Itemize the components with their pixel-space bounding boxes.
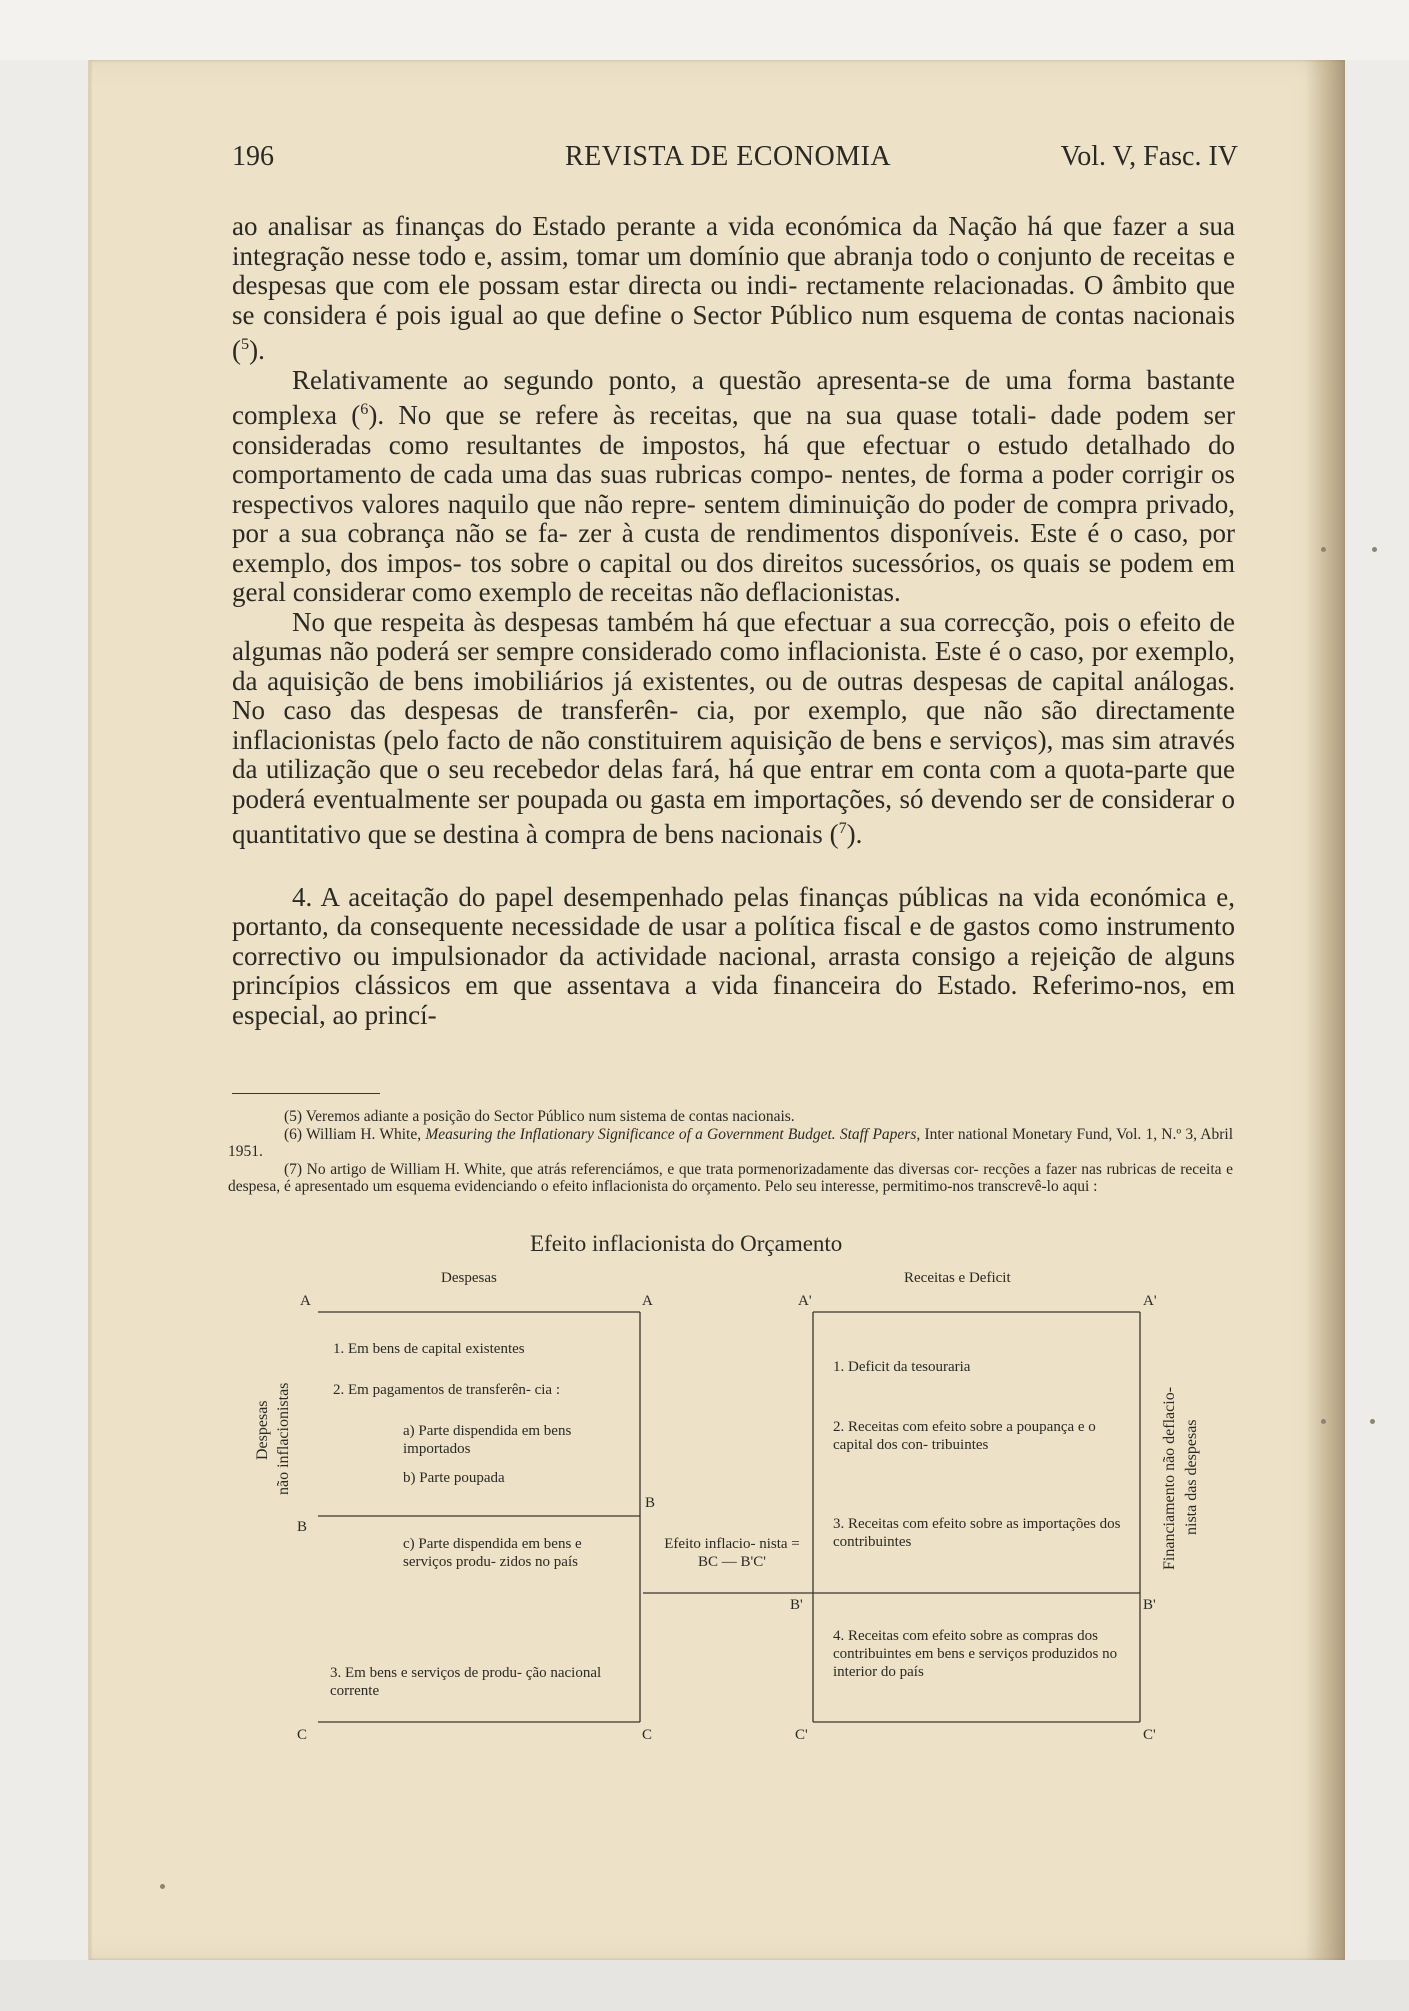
section-4-paragraph: 4. A aceitação do papel desempenhado pelas finanças públicas na vida económica e, portanto, da consequente necessidade de usar a política fiscal e de gastos como instrumento correctivo ou impulsionador da actividade nacional, arrasta consigo a rejeição de alguns princípios clássicos em que assentava a vida financeira do Estado. Referimo-nos, em especial, ao princí- (232, 881, 1235, 1030)
right-vertical-label-2: nista das despesas (1183, 1419, 1200, 1535)
marker-C-mid: C (642, 1727, 653, 1743)
marker-Cprime-right: C' (1143, 1727, 1156, 1743)
page-number: 196 (232, 141, 274, 172)
right-item-3: 3. Receitas com efeito sobre as importações dos contribuintes (833, 1516, 1121, 1550)
paragraph-3: No que respeita às despesas também há que efectuar a sua correcção, pois o efeito de algumas não poderá ser sempre considerado como inflacionista. Este é o caso, por exemplo, da aquisição de bens imobiliários já existentes, ou de outras despesas de capital análogas. No caso das despesas de transferên- cia, por exemplo, que não são directamente inflacionistas (pelo facto de não constituirem aquisição de bens e serviços), mas sim através da utilização que o seu recebedor delas fará, há que entrar em conta com a quota-parte que poderá eventualmente ser poupada ou gasta em importações, só devendo ser de considerar o quantitativo que se destina à compra de bens nacionais ($^7$). (232, 606, 1235, 849)
footnote-rule (232, 1093, 380, 1094)
scan-speck (1321, 547, 1326, 552)
footnote-ref-6: 6 (360, 400, 369, 418)
body-text (232, 212, 1235, 1030)
header-despesas: Despesas (441, 1270, 497, 1286)
footnotes (228, 1108, 1233, 1196)
marker-A-left: A (300, 1293, 311, 1309)
marker-Aprime-mid: A' (798, 1293, 812, 1309)
scan-speck (1370, 1419, 1375, 1424)
journal-title: REVISTA DE ECONOMIA (565, 141, 892, 172)
left-item-2a: a) Parte dispendida em bens importados (403, 1423, 572, 1457)
inflationary-effect-box: Efeito inflacio- nista = BC — B'C' (664, 1536, 800, 1570)
scan-speck (1372, 547, 1377, 552)
left-item-2c: c) Parte dispendida em bens e serviços produ- zidos no país (403, 1536, 582, 1570)
marker-Aprime-right: A' (1143, 1293, 1157, 1309)
marker-Bprime-mid: B' (790, 1597, 803, 1613)
marker-Bprime-right: B' (1143, 1597, 1156, 1613)
footnote-5: (5) Veremos adiante a posição do Sector Público num sistema de contas nacionais. (284, 1108, 795, 1125)
left-vertical-label-2: não inflacionistas (275, 1382, 292, 1495)
left-vertical-label-1: Despesas (254, 1400, 271, 1460)
right-item-2: 2. Receitas com efeito sobre a poupança e o capital dos con- tribuintes (833, 1419, 1096, 1453)
header-receitas: Receitas e Deficit (904, 1270, 1011, 1286)
right-item-4: 4. Receitas com efeito sobre as compras dos contribuintes em bens e serviços produzidos no interior do país (833, 1628, 1118, 1680)
diagram-title: Efeito inflacionista do Orçamento (530, 1231, 843, 1256)
paragraph-1: ao analisar as finanças do Estado perante a vida económica da Nação há que fazer a sua integração nesse todo e, assim, tomar um domínio que abranja todo o conjunto de receitas e despesas que com ele possam estar directa ou indi- rectamente relacionadas. O âmbito que se considera é pois igual ao que define o Sector Público num esquema de contas nacionais ($^5$). (232, 211, 1235, 365)
volume-info: Vol. V, Fasc. IV (1060, 141, 1238, 172)
marker-B-left: B (297, 1519, 308, 1535)
marker-Cprime-mid: C' (795, 1727, 808, 1743)
left-item-2: 2. Em pagamentos de transferên- cia : (333, 1382, 560, 1398)
left-item-1: 1. Em bens de capital existentes (333, 1341, 525, 1357)
right-item-1: 1. Deficit da tesouraria (833, 1359, 971, 1375)
marker-C-left: C (297, 1727, 308, 1743)
scan-speck (160, 1884, 165, 1889)
marker-A-mid: A (642, 1293, 653, 1309)
footnote-7: (7) No artigo de William H. White, que atrás referenciámos, e que trata pormenorizadamente das diversas cor- recções a fazer nas rubricas de receita e despesa, é apresentado um esquema evidenciando o efeito inflacionista do orçamento. Pelo seu interesse, permitimo-nos transcrevê-lo aqui : (228, 1160, 1233, 1195)
footnote-ref-7: 7 (838, 819, 847, 837)
footnote-ref-5: 5 (241, 335, 250, 353)
left-item-3: 3. Em bens e serviços de produ- ção nacional corrente (330, 1665, 602, 1699)
scan-background-top (0, 0, 1409, 60)
footnote-6: (6) William H. White, Measuring the Inflationary Significance of a Government Budget. Staff Papers, Inter national Monetary Fund, Vol. 1, N.º 3, Abril 1951. (228, 1125, 1234, 1160)
paragraph-2: Relativamente ao segundo ponto, a questão apresenta-se de uma forma bastante complexa ($^6$). No que se refere às receitas, que na sua quase totali- dade podem ser consideradas como resultantes de impostos, há que efectuar o estudo detalhado do comportamento de cada uma das suas rubricas compo- nentes, de forma a poder corrigir os respectivos valores naquilo que não repre- sentem diminuição do poder de compra privado, por a sua cobrança não se fa- zer à custa de rendimentos disponíveis. Este é o caso, por exemplo, dos impos- tos sobre o capital ou dos direitos sucessórios, os quais se podem em geral considerar como exemplo de receitas não deflacionistas. (232, 364, 1235, 607)
page-edge-shadow (1305, 60, 1345, 1960)
scan-speck (1321, 1419, 1326, 1424)
scan-background-bottom (0, 1960, 1409, 2011)
right-vertical-label-1: Financiamento não deflacio- (1161, 1386, 1178, 1570)
running-header (232, 141, 1238, 177)
left-item-2b: b) Parte poupada (403, 1470, 505, 1486)
marker-B-mid: B (645, 1495, 656, 1511)
